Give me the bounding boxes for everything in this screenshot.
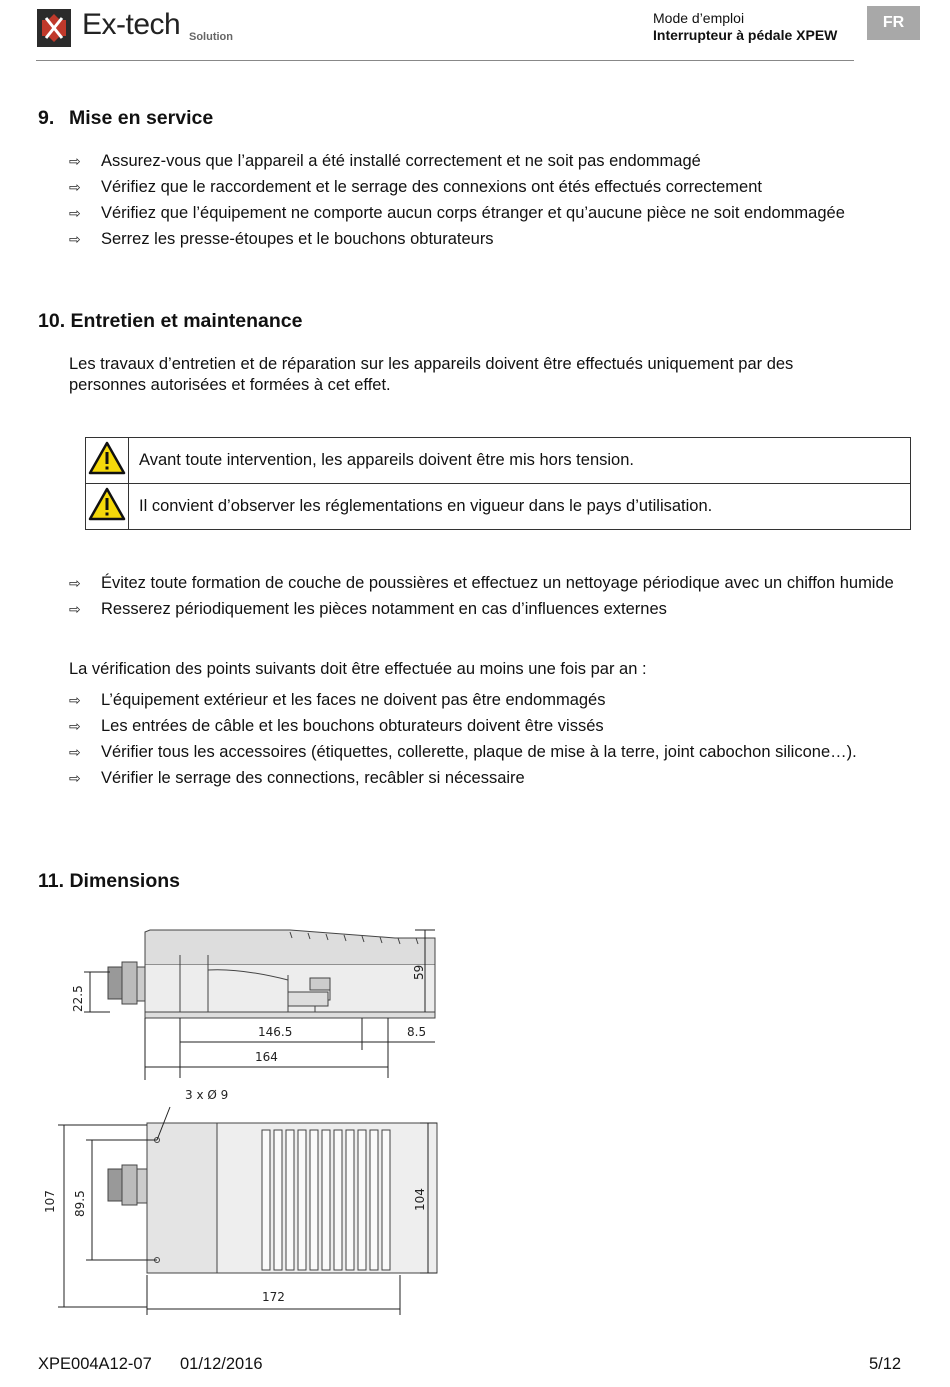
list-item [69,203,929,223]
right-arrow-outline-icon: ⇨ [69,153,81,169]
section-10-title: Entretien et maintenance [70,310,303,332]
section-11-title: Dimensions [69,870,180,892]
list-item [69,229,929,249]
section-11-heading [38,870,180,893]
right-arrow-outline-icon: ⇨ [69,770,81,786]
document-type: Mode d’emploi [653,10,745,26]
list-item-text: Vérifiez que le raccordement et le serrage des connexions ont étés effectués correctement [101,178,762,196]
dimension-label: 146.5 [258,1025,293,1039]
warning-icon-cell [86,438,129,484]
right-arrow-outline-icon: ⇨ [69,179,81,195]
section-11-number: 11. [38,870,65,892]
list-item [69,151,929,171]
list-item [69,177,929,197]
right-arrow-outline-icon: ⇨ [69,575,81,591]
section-10-intro: Les travaux d’entretien et de réparation sur les appareils doivent être effectués uniquement par des personnes autorisées et formées à cet effet. [69,355,794,394]
list-item [69,742,869,762]
list-item [69,573,899,593]
header-divider [36,60,854,61]
section-9-list [69,151,929,255]
list-item [69,599,899,619]
list-item-text: Vérifiez que l’équipement ne comporte aucun corps étranger et qu’aucune pièce ne soit endommagée [101,204,845,222]
dimension-label: 104 [413,1188,427,1211]
warning-row [86,438,911,484]
list-item-text: L’équipement extérieur et les faces ne doivent pas être endommagés [101,691,606,709]
dimension-label: 59 [412,964,426,980]
document-reference: XPE004A12-07 [38,1355,152,1373]
document-date: 01/12/2016 [180,1355,263,1373]
list-item [69,768,869,788]
document-title: Interrupteur à pédale XPEW [653,27,838,43]
top-view-drawing [40,1085,450,1325]
section-10-list [69,573,899,625]
list-item-text: Resserez périodiquement les pièces notamment en cas d’influences externes [101,600,667,618]
right-arrow-outline-icon: ⇨ [69,744,81,760]
list-item-text: Vérifier le serrage des connections, recâbler si nécessaire [101,769,525,787]
list-item-text: Vérifier tous les accessoires (étiquettes, collerette, plaque de mise à la terre, joint cabochon silicone…). [101,743,857,761]
section-9-heading [38,107,213,130]
page-number: 5/12 [869,1355,902,1373]
section-9-title: Mise en service [69,107,214,129]
dimension-label: 107 [43,1190,57,1213]
dimension-label: 89.5 [73,1190,87,1217]
warning-text: Avant toute intervention, les appareils doivent être mis hors tension. [129,438,911,484]
list-item-text: Les entrées de câble et les bouchons obturateurs doivent être vissés [101,717,604,735]
list-item [69,690,869,710]
warning-table [85,437,911,530]
right-arrow-outline-icon: ⇨ [69,718,81,734]
brand-subtitle: Solution [189,31,233,43]
right-arrow-outline-icon: ⇨ [69,601,81,617]
right-arrow-outline-icon: ⇨ [69,692,81,708]
language-badge: FR [867,6,920,40]
dimension-label: 3 x Ø 9 [185,1088,229,1102]
list-item [69,716,869,736]
list-item-text: Assurez-vous que l’appareil a été installé correctement et ne soit pas endommagé [101,152,701,170]
right-arrow-outline-icon: ⇨ [69,231,81,247]
dimension-label: 172 [262,1290,285,1304]
warning-icon-cell [86,484,129,530]
warning-triangle-icon [88,441,126,475]
ex-tech-logo-icon [36,8,72,48]
warning-text: Il convient d’observer les réglementations en vigueur dans le pays d’utilisation. [129,484,911,530]
section-10-number: 10. [38,310,66,332]
right-arrow-outline-icon: ⇨ [69,205,81,221]
check-list [69,690,869,794]
warning-row [86,484,911,530]
warning-triangle-icon [88,487,126,521]
list-item-text: Évitez toute formation de couche de poussières et effectuez un nettoyage périodique avec un chiffon humide [101,574,894,592]
dimension-label: 164 [255,1050,278,1064]
dimension-label: 8.5 [407,1025,427,1039]
dimension-label: 22.5 [71,985,85,1012]
section-9-number: 9. [38,107,55,129]
section-10-heading [38,310,302,333]
side-view-drawing [40,920,450,1085]
list-item-text: Serrez les presse-étoupes et le bouchons obturateurs [101,230,494,248]
brand-name: Ex-tech [82,8,181,41]
check-intro: La vérification des points suivants doit être effectuée au moins une fois par an : [69,660,647,678]
